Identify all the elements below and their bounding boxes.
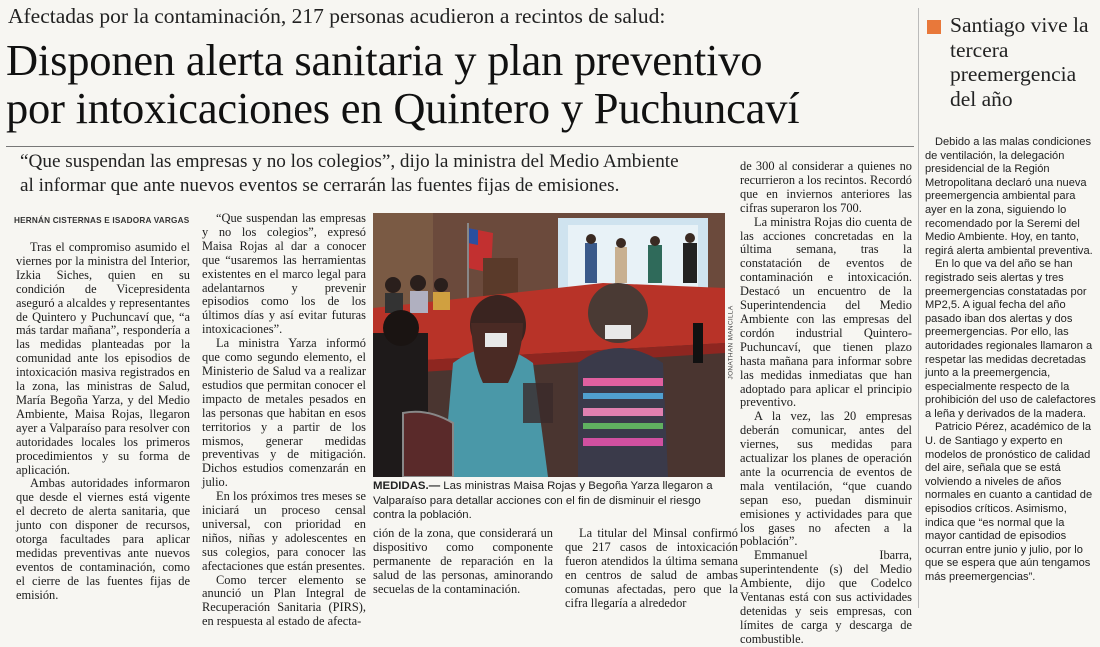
headline-line-1: Disponen alerta sanitaria y plan preventivo	[6, 35, 763, 85]
article-column-2	[202, 212, 366, 629]
sidebar-divider	[918, 8, 919, 608]
paragraph: Tras el compromiso asumido el viernes por la ministra del Interior, Izkia Siches, quien en su condición de Vicepresidenta aseguró a alcaldes y representantes de Quintero y Puchuncaví que, “a más tardar mañana”, respondería a las medidas planteadas por la comunidad ante los episodios de intoxicación masiva registrados en la zona, las ministras de Salud, María Begoña Yarza, y del Medio Ambiente, Maisa Rojas, llegaron ayer a Valparaíso para resolver con autoridades locales los primeros procedimientos y su forma de aplicación.	[16, 240, 190, 477]
deck	[20, 150, 740, 198]
paragraph: Emmanuel Ibarra, superintendente (s) del Medio Ambiente, dijo que Codelco Ventanas está con sus actividades detenidas y seis empresas, con límites de carga y descarga de combustible.	[740, 548, 912, 646]
caption-text: Las ministras Maisa Rojas y Begoña Yarza llegaron a Valparaíso para detallar acciones con el fin de disminuir el riesgo contra la población.	[373, 480, 713, 522]
meeting-photo-illustration	[373, 213, 725, 477]
article-column-5	[740, 160, 912, 647]
sidebar-title: Santiago vive la tercera preemergencia del año	[950, 13, 1089, 111]
orange-square-icon	[927, 20, 941, 34]
paragraph: A la vez, las 20 empresas deberán comunicar, antes del viernes, sus medidas para actualizar los planes de operación ante la ocurrencia de eventos de mala ventilación, “que cuando sepan eso, puedan disminuir emisiones y actividades para que los gases no afecten a la población”.	[740, 409, 912, 549]
paragraph: La ministra Rojas dio cuenta de las acciones concretadas en la última semana, tras la constatación de eventos de contaminación e intoxicación. Destacó un encuentro de la Superintendencia del Medio Ambiente con las empresas del cordón industrial Quintero-Puchuncaví, que tienen plazo hasta mañana para informar sobre las medidas inmediatas que han adoptado para aplicar el principio preventivo.	[740, 214, 912, 410]
byline: HERNÁN CISTERNAS E ISADORA VARGAS	[14, 216, 190, 225]
article-column-4	[565, 527, 738, 610]
sidebar-body	[925, 136, 1097, 585]
article-column-3	[373, 527, 553, 597]
paragraph: La titular del Minsal confirmó que 217 casos de intoxicación fueron atendidos la última semana en centros de salud de ambas comunas afectadas, pero que la cifra llegaría a alrededor	[565, 526, 738, 610]
headline-rule	[6, 146, 914, 147]
photo-caption	[373, 479, 733, 523]
paragraph: “Que suspendan las empresas y no los colegios”, expresó Maisa Rojas al dar a conocer que “usaremos las herramientas existentes en el marco legal para adelantarnos y prevenir episodios como los de los últimos días y así evitar futuras intoxicaciones”.	[202, 211, 366, 337]
paragraph: ción de la zona, que considerará un dispositivo como componente permanente de reparación en la salud de las personas, aminorando secuelas de la contaminación.	[373, 526, 553, 596]
news-photo	[373, 213, 725, 477]
headline	[6, 36, 911, 132]
headline-line-2: por intoxicaciones en Quintero y Puchuncaví	[6, 83, 800, 133]
deck-line-2: al informar que ante nuevos eventos se cerrarán las fuentes fijas de emisiones.	[20, 175, 620, 196]
deck-quote: “Que suspendan las empresas y no los colegios”, dijo la ministra del Medio Ambiente	[20, 151, 679, 172]
photo-credit: JONATHAN MANCILLA	[727, 305, 735, 380]
paragraph: En lo que va del año se han registrado seis alertas y tres preemergencias constatadas por MP2,5. A igual fecha del año pasado iban dos alertas y dos preemergencias. Por ello, las autoridades regionales llamaron a respetar las medidas decretadas junto a la preemergencia, especialmente respecto de la prohibición del uso de calefactores a leña y derivados de la madera.	[925, 258, 1096, 420]
paragraph: En los próximos tres meses se iniciará un proceso censal universal, con prioridad en niños, niñas y adolescentes en sus colegios, para conocer las afectaciones que están presentes.	[202, 489, 366, 573]
paragraph: Debido a las malas condiciones de ventilación, la delegación presidencial de la Región Metropolitana declaró una nueva preemergencia ambiental para ayer en la zona, siguiendo lo recomendado por la Seremi del Medio Ambiente. Hoy, en tanto, regirá alerta ambiental preventiva.	[925, 136, 1093, 257]
paragraph: Ambas autoridades informaron que desde el viernes está vigente el decreto de alerta sanitaria, que junto con disponer de recursos, otorga facultades para aplicar medidas preventivas ante nuevos eventos de contaminación, como el cierre de las fuentes fijas de emisión.	[16, 476, 190, 602]
kicker: Afectadas por la contaminación, 217 personas acudieron a recintos de salud:	[8, 4, 666, 28]
paragraph: Patricio Pérez, académico de la U. de Santiago y experto en modelos de pronóstico de calidad del aire, señala que se está volviendo a niveles de años normales en cuanto a cantidad de episodios críticos. Asimismo, indica que “es normal que la mayor cantidad de episodios ocurran entre junio y julio, por lo que se espera que aún tengamos más preemergencias”.	[925, 421, 1093, 583]
caption-lead: MEDIDAS.—	[373, 480, 441, 492]
article-column-1	[16, 241, 190, 603]
paragraph: Como tercer elemento se anunció un Plan Integral de Recuperación Sanitaria (PIRS), en respuesta al estado de afecta-	[202, 572, 366, 629]
paragraph: de 300 al considerar a quienes no recurrieron a los recintos. Recordó que en inviernos anteriores las cifras superaron los 700.	[740, 159, 912, 215]
paragraph: La ministra Yarza informó que como segundo elemento, el Ministerio de Salud va a realizar estudios que permitan conocer el impacto de metales pesados en las personas que habitan en esos territorios y a partir de los mismos, generar medidas preventivas y de mitigación. Dichos estudios comenzarán en julio.	[202, 336, 366, 490]
